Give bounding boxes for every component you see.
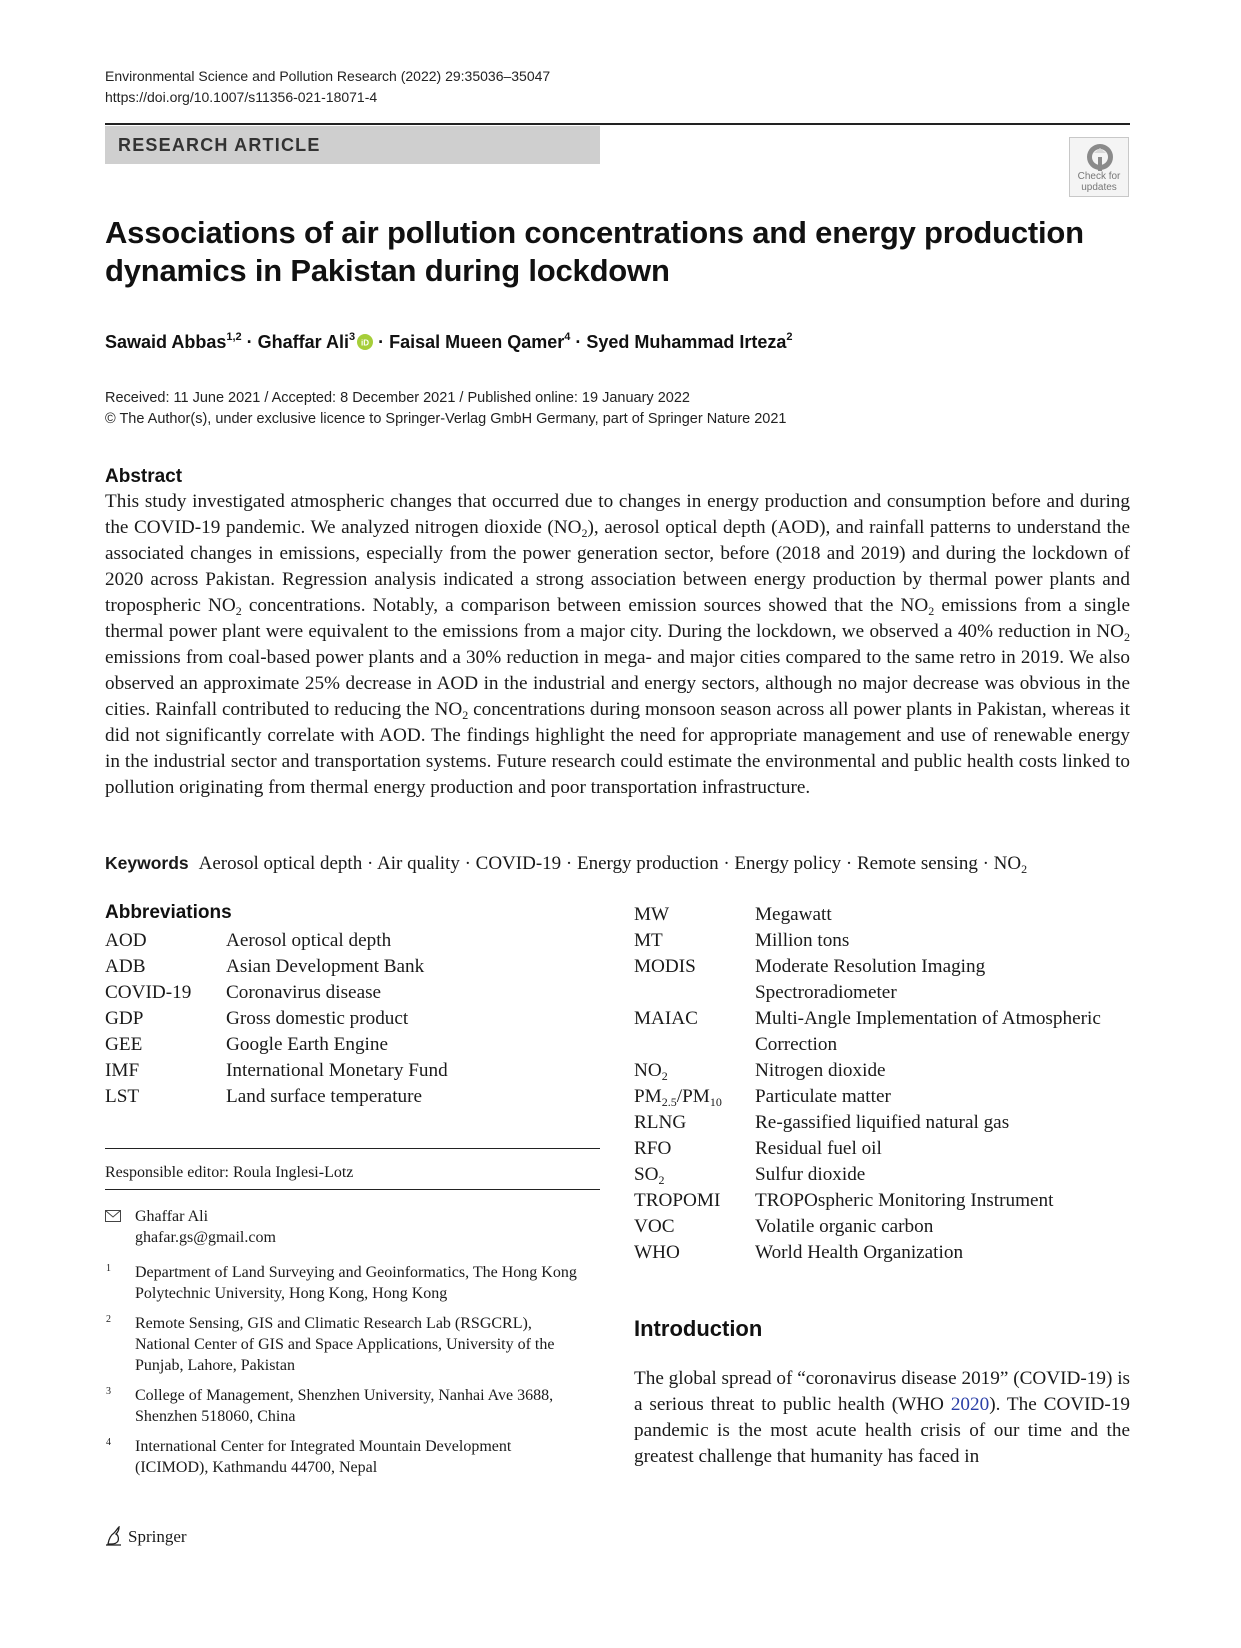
springer-horse-icon xyxy=(105,1526,123,1546)
abbreviation-row: GEE Google Earth Engine xyxy=(105,1034,388,1055)
journal-header xyxy=(105,66,550,108)
footnote-rule xyxy=(105,1148,600,1149)
corresponding-author-email[interactable]: ghafar.gs@gmail.com xyxy=(135,1229,276,1246)
abbreviation-row: ADB Asian Development Bank xyxy=(105,956,425,977)
abbreviation-row: MW Megawatt xyxy=(634,904,832,925)
affiliation-item: 4 International Center for Integrated Mountain Development (ICIMOD), Kathmandu 44700, Nepal xyxy=(106,1437,512,1476)
header-rule xyxy=(105,123,1130,125)
responsible-editor: Responsible editor: Roula Inglesi-Lotz xyxy=(105,1164,354,1181)
publisher-name: Springer xyxy=(128,1527,187,1546)
introduction-heading: Introduction xyxy=(634,1316,763,1341)
article-type-banner: RESEARCH ARTICLE xyxy=(105,126,600,164)
check-for-updates-label: Check for updates xyxy=(1077,171,1121,193)
abbreviation-row: MAIAC Multi-Angle Implementation of Atmospheric Correction xyxy=(634,1008,1101,1055)
abbreviation-row: COVID-19 Coronavirus disease xyxy=(105,982,382,1003)
author-name[interactable]: Ghaffar Ali xyxy=(257,332,350,352)
envelope-icon xyxy=(105,1210,121,1222)
abbreviations-heading: Abbreviations xyxy=(105,902,232,923)
abbreviation-row: MT Million tons xyxy=(634,930,850,951)
orcid-icon[interactable] xyxy=(357,334,373,350)
dates-line: Received: 11 June 2021 / Accepted: 8 December 2021 / Published online: 19 January 2022 xyxy=(105,390,690,406)
abstract-heading: Abstract xyxy=(105,466,183,487)
publisher-footer xyxy=(105,1525,187,1549)
abbreviation-row: MODIS Moderate Resolution Imaging Spectroradiometer xyxy=(634,956,986,1003)
author-affiliation-marker: 4 xyxy=(564,331,571,343)
author-name[interactable]: Sawaid Abbas xyxy=(105,332,227,352)
abbreviations-list-right xyxy=(634,902,1134,1266)
author-affiliation-marker: 1,2 xyxy=(226,331,242,343)
affiliation-item: 1 Department of Land Surveying and Geoinformatics, The Hong Kong Polytechnic University, Hong Kong, Hong Kong xyxy=(106,1263,577,1302)
publication-dates xyxy=(105,388,787,430)
abbreviation-row: WHO World Health Organization xyxy=(634,1242,964,1263)
introduction-text: The global spread of “coronavirus disease 2019” (COVID-19) is a serious threat to public health (WHO 2020). The COVID-19 pandemic is the most acute health crisis of our time and the greatest challenge that humanity has faced in xyxy=(634,1368,1130,1467)
author-name[interactable]: Faisal Mueen Qamer xyxy=(389,332,565,352)
abbreviation-row: GDP Gross domestic product xyxy=(105,1008,409,1029)
abbreviation-row: $NO_2$ Nitrogen dioxide xyxy=(634,1060,886,1083)
keywords: Keywords Aerosol optical depth · Air quality · COVID-19 · Energy production · Energy policy · Remote $sensing \cdot NO_2$ xyxy=(105,853,1028,876)
affiliation-item: 3 College of Management, Shenzhen University, Nanhai Ave 3688, Shenzhen 518060, China xyxy=(106,1386,554,1425)
author-list: Sawaid Abbas$^{1,2}$ · Ghaffar Ali$^3$ iD · Faisal Mueen Qamer$^4$ · Syed Muhammad Irteza$^2$ xyxy=(105,331,793,352)
citation-link[interactable]: 2020 xyxy=(950,1394,990,1415)
copyright-line: © The Author(s), under exclusive licence to Springer-Verlag GmbH Germany, part of Springer Nature 2021 xyxy=(105,411,787,427)
corresponding-author-name: Ghaffar Ali xyxy=(135,1208,209,1225)
abbreviation-row: AOD Aerosol optical depth xyxy=(105,930,392,951)
abbreviation-row: LST Land surface temperature xyxy=(105,1086,423,1107)
abbreviation-row: $SO_2$ Sulfur dioxide xyxy=(634,1164,866,1187)
journal-citation: Environmental Science and Pollution Research (2022) 29:35036–35047 xyxy=(105,68,551,84)
keywords-label: Keywords xyxy=(105,853,189,873)
footnote-rule xyxy=(105,1189,600,1190)
abbreviations-list-left xyxy=(105,928,605,1110)
article-title: Associations of air pollution concentrations and energy production dynamics in Pakistan during lockdown xyxy=(105,215,1084,288)
check-for-updates-icon xyxy=(1086,143,1114,171)
abbreviation-row: IMF International Monetary Fund xyxy=(105,1060,448,1081)
abbreviation-row: TROPOMI TROPOspheric Monitoring Instrument xyxy=(634,1190,1054,1211)
abbreviation-row: VOC Volatile organic carbon xyxy=(634,1216,934,1237)
abbreviation-row: RFO Residual fuel oil xyxy=(634,1138,882,1159)
author-affiliation-marker: 3 xyxy=(349,331,356,343)
abbreviation-row: $PM_{2.5}/PM_{10}$ Particulate matter xyxy=(634,1086,891,1109)
keywords-text: Aerosol optical depth · Air quality · COVID-19 · Energy production · Energy policy · Remote sensing · NO xyxy=(198,853,1022,874)
check-for-updates-badge[interactable] xyxy=(1069,137,1129,197)
abstract-text: This study investigated atmospheric changes that occurred due to changes in energy production and consumption before and during the COVID-19 pandemic. We analyzed nitrogen dioxide $(NO_2)$, aerosol optical depth (AOD), and rainfall patterns to understand the associated changes in emissions, especially from the power generation sector, before (2018 and 2019) and during the lockdown of 2020 across Pakistan. Regression analysis indicated a strong association between energy production by thermal power plants and tropospheric $NO_2$ concentrations. Notably, a comparison between emission sources showed that the $NO_2$ emissions from a single thermal power plant were equivalent to the emissions from a major city. During the lockdown, we observed a 40% reduction in $NO_2$ emissions from coal-based power plants and a 30% reduction in mega- and major cities compared to the same retro in 2019. We also observed an approximate 25% decrease in AOD in the industrial and energy sectors, although no major decrease was obvious in the cities. Rainfall contributed to reducing the $NO_2$ concentrations during monsoon season across all power plants in Pakistan, whereas it did not significantly correlate with AOD. The findings highlight the need for appropriate management and use of renewable energy in the industrial sector and transportation systems. Future research could estimate the environmental and public health costs linked to pollution originating from thermal energy production and poor transportation infrastructure. xyxy=(105,491,1130,798)
doi-link[interactable]: https://doi.org/10.1007/s11356-021-18071-4 xyxy=(105,89,378,105)
affiliation-item: 2 Remote Sensing, GIS and Climatic Research Lab (RSGCRL), National Center of GIS and Space Applications, University of the Punjab, Lahore, Pakistan xyxy=(106,1314,555,1374)
author-name[interactable]: Syed Muhammad Irteza xyxy=(586,332,787,352)
corresponding-author xyxy=(105,1206,276,1248)
author-affiliation-marker: 2 xyxy=(786,331,793,343)
svg-text:iD: iD xyxy=(361,338,370,348)
abbreviation-row: RLNG Re-gassified liquified natural gas xyxy=(634,1112,1010,1133)
